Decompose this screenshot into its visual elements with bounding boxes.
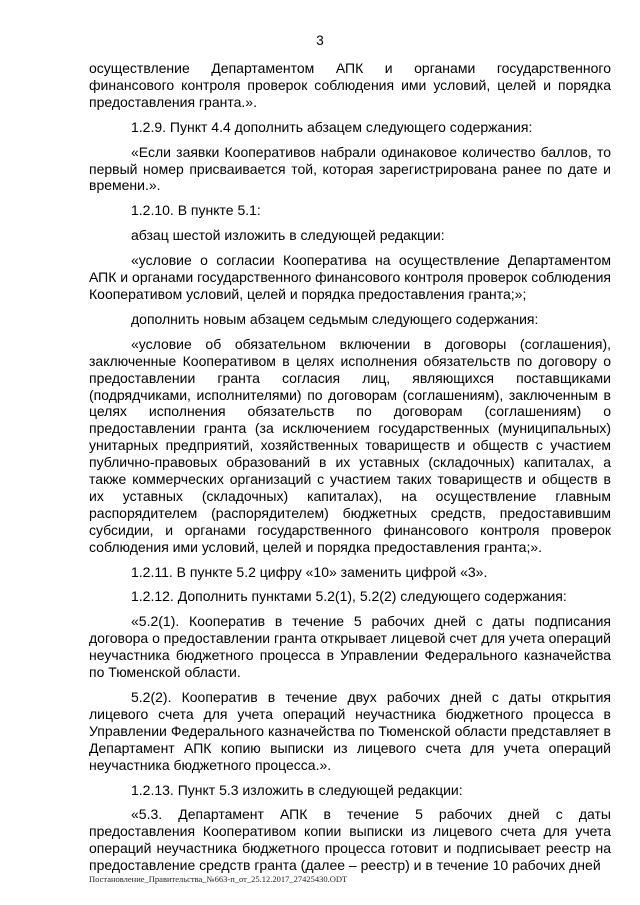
paragraph: «условие о согласии Кооператива на осуществление Департаментом АПК и органами государственного финансового контроля проверок соблюдения Кооперативом условий, целей и порядка предоставления гранта;»; — [89, 252, 611, 302]
paragraph: 1.2.11. В пункте 5.2 цифру «10» заменить цифрой «3». — [131, 563, 488, 580]
paragraph: 1.2.12. Дополнить пунктами 5.2(1), 5.2(2) следующего содержания: — [131, 588, 567, 605]
paragraph: «условие об обязательном включении в договоры (соглашения), заключенные Кооперативом в целях исполнения обязательств по договору о предоставлении гранта согласия лиц, являющихся поставщиками (подрядчиками, исполнителями) по договорам (соглашениям), заключенным в целях исполнения обязательств по договорам (соглашениям) о предоставлении гранта (за исключением государственных (муниципальных) унитарных предприятий, хозяйственных товариществ и обществ с участием публично-правовых образований в их уставных (складочных) капиталах, а также коммерческих организаций с участием таких товариществ и обществ в их уставных (складочных) капиталах), на осуществление главным распорядителем (распорядителем) бюджетных средств, предоставившим субсидии, и органами государственного финансового контроля проверок соблюдения ими условий, целей и порядка предоставления гранта;». — [89, 335, 611, 555]
paragraph: абзац шестой изложить в следующей редакции: — [131, 227, 445, 244]
paragraph: 1.2.10. В пункте 5.1: — [131, 202, 261, 219]
paragraph: «Если заявки Кооперативов набрали одинаковое количество баллов, то первый номер присваивается той, которая зарегистрирована ранее по дате и времени.». — [89, 143, 611, 194]
paragraph: «5.2(1). Кооператив в течение 5 рабочих дней с даты подписания договора о предоставлении гранта открывает лицевой счет для учета операций неучастника бюджетного процесса в Управлении Федерального казначейства по Тюменской области. — [89, 613, 611, 681]
paragraph: 1.2.9. Пункт 4.4 дополнить абзацем следующего содержания: — [131, 118, 533, 135]
paragraph: 1.2.13. Пункт 5.3 изложить в следующей редакции: — [131, 781, 463, 798]
document-footer: Постановление_Правительства_№663-п_от_25.12.2017_27425430.ODT — [89, 874, 348, 884]
paragraph: дополнить новым абзацем седьмым следующего содержания: — [131, 310, 539, 327]
paragraph: «5.3. Департамент АПК в течение 5 рабочих дней с даты предоставления Кооперативом копии выписки из лицевого счета для учета операций неучастника бюджетного процесса готовит и подписывает реестр на предоставление средств гранта (далее – реестр) и в течение 10 рабочих дней — [89, 806, 611, 874]
paragraph: осуществление Департаментом АПК и органами государственного финансового контроля проверок соблюдения ими условий, целей и порядка предоставления гранта.». — [89, 60, 611, 110]
page-number: 3 — [316, 33, 324, 48]
document-body — [89, 60, 611, 882]
paragraph: 5.2(2). Кооператив в течение двух рабочих дней с даты открытия лицевого счета для учета операций неучастника бюджетного процесса в Управлении Федерального казначейства по Тюменской области представляет в Департамент АПК копию выписки из лицевого счета для учета операций неучастника бюджетного процесса.». — [89, 689, 611, 773]
